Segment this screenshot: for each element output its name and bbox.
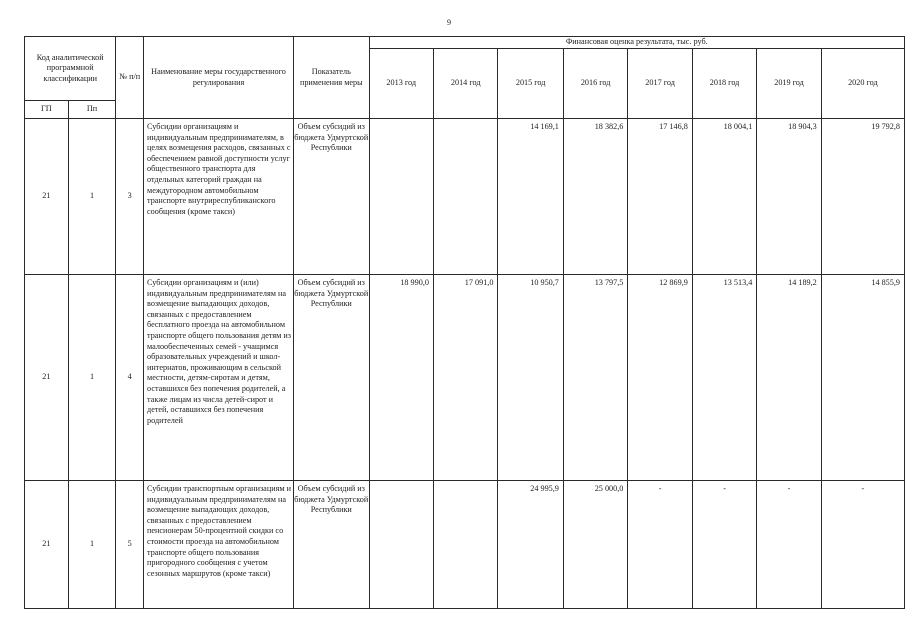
cell-num: 5 (116, 481, 144, 609)
cell-value: 14 169,1 (498, 119, 563, 275)
cell-value (433, 481, 497, 609)
cell-value: 14 189,2 (757, 275, 821, 481)
cell-indicator: Объем субсидий из бюджета Удмуртской Республики (294, 275, 369, 481)
table-row (25, 119, 905, 275)
cell-indicator: Объем субсидий из бюджета Удмуртской Республики (294, 481, 369, 609)
header-code-group: Код аналитической программной классификации (25, 37, 116, 101)
cell-pp: 1 (68, 275, 116, 481)
header-num: № п/п (116, 37, 144, 119)
header-year: 2015 год (498, 49, 563, 119)
header-financial-group: Финансовая оценка результата, тыс. руб. (369, 37, 905, 49)
cell-value: 18 990,0 (369, 275, 433, 481)
cell-value: 18 004,1 (692, 119, 756, 275)
header-pp: Пп (68, 101, 116, 119)
cell-measure: Субсидии транспортным организациям и индивидуальным предпринимателям на возмещение выпадающих доходов, связанных с предоставлением пенсионерам 50-процентной скидки со стоимости проезда на автомобильном транспорте общего пользования пригородного сообщения с учетом сезонных маршрутов (кроме такси) (144, 481, 294, 609)
cell-measure: Субсидии организациям и (или) индивидуальным предпринимателям на возмещение выпадающих доходов, связанных с предоставлением бесплатного проезда на автомобильном транспорте общего пользования детям из малообеспеченных семей - учащимся образовательных учреждений и школ-интернатов, проживающим в сельской местности, детям-сиротам и детям, оставшихся без попечения родителей, а также лицам из числа детей-сирот и детей, оставшихся без попечения родителей (144, 275, 294, 481)
cell-value: 18 904,3 (757, 119, 821, 275)
header-year: 2014 год (433, 49, 497, 119)
table-row (25, 481, 905, 609)
cell-value: 17 091,0 (433, 275, 497, 481)
table-row (25, 275, 905, 481)
cell-value (433, 119, 497, 275)
cell-value: - (628, 481, 692, 609)
header-indicator: Показатель применения меры (294, 37, 369, 119)
cell-value (369, 481, 433, 609)
cell-gp: 21 (25, 275, 69, 481)
cell-value: - (692, 481, 756, 609)
financial-estimate-table (24, 36, 905, 609)
cell-measure: Субсидии организациям и индивидуальным предпринимателям, в целях возмещения расходов, связанных с обеспечением равной доступности услуг общественного транспорта для отдельных категорий граждан на междугородном автомобильном транспорте внутриреспубликанского сообщения (кроме такси) (144, 119, 294, 275)
cell-value: 12 869,9 (628, 275, 692, 481)
cell-value: - (821, 481, 904, 609)
cell-value: 10 950,7 (498, 275, 563, 481)
cell-num: 3 (116, 119, 144, 275)
cell-gp: 21 (25, 481, 69, 609)
page-number: 9 (447, 18, 451, 27)
cell-value: 24 995,9 (498, 481, 563, 609)
cell-indicator: Объем субсидий из бюджета Удмуртской Республики (294, 119, 369, 275)
header-year: 2020 год (821, 49, 904, 119)
cell-value: 13 513,4 (692, 275, 756, 481)
cell-value: 18 382,6 (563, 119, 627, 275)
cell-value: 17 146,8 (628, 119, 692, 275)
header-year: 2016 год (563, 49, 627, 119)
header-year: 2019 год (757, 49, 821, 119)
header-measure: Наименование меры государственного регулирования (144, 37, 294, 119)
cell-num: 4 (116, 275, 144, 481)
cell-pp: 1 (68, 481, 116, 609)
header-year: 2018 год (692, 49, 756, 119)
cell-value: - (757, 481, 821, 609)
cell-value: 13 797,5 (563, 275, 627, 481)
header-year: 2013 год (369, 49, 433, 119)
header-year: 2017 год (628, 49, 692, 119)
header-gp: ГП (25, 101, 69, 119)
cell-pp: 1 (68, 119, 116, 275)
cell-gp: 21 (25, 119, 69, 275)
cell-value: 25 000,0 (563, 481, 627, 609)
cell-value: 19 792,8 (821, 119, 904, 275)
cell-value (369, 119, 433, 275)
cell-value: 14 855,9 (821, 275, 904, 481)
